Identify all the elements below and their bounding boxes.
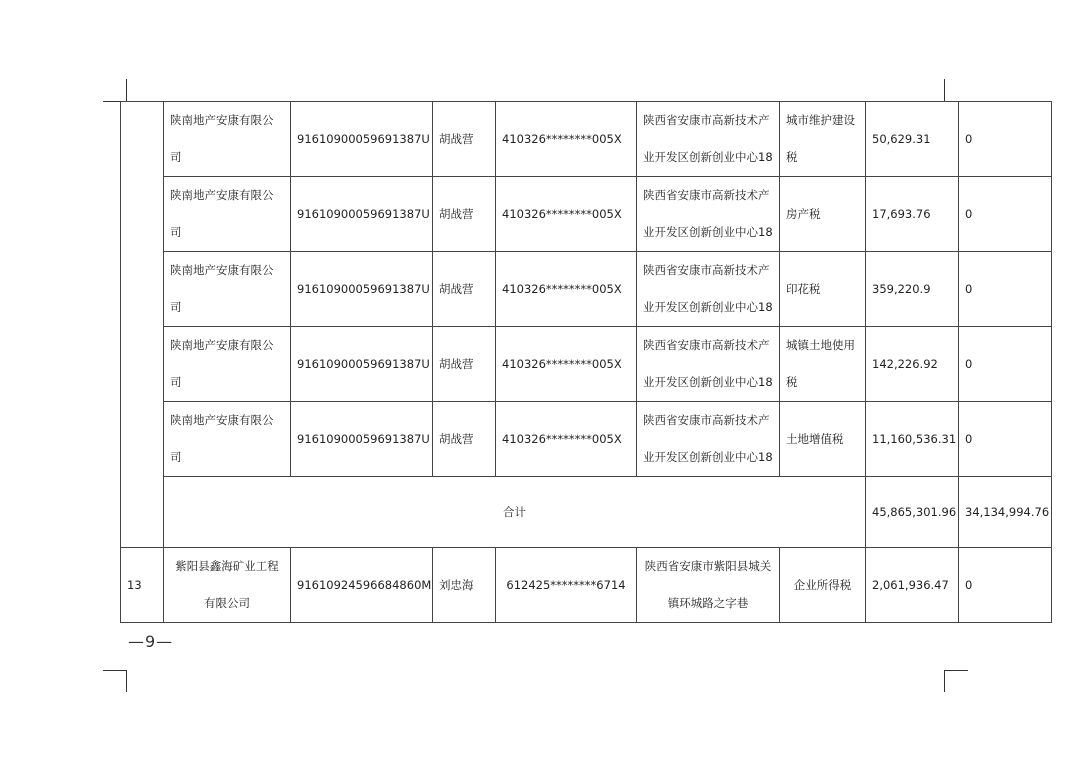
legal-person-cell: 胡战营 (433, 177, 496, 252)
new-owed-cell: 0 (959, 548, 1052, 623)
company-cell: 陕南地产安康有限公司 (164, 177, 291, 252)
tax-type-cell: 城市维护建设税 (780, 102, 866, 177)
id-number-cell: 410326********005X (496, 177, 637, 252)
tax-arrears-table (120, 101, 1052, 623)
crop-mark-bottom-left-h (103, 670, 127, 671)
owed-amount-cell: 50,629.31 (866, 102, 959, 177)
table-row (121, 327, 1052, 402)
legal-person-cell: 刘忠海 (433, 548, 496, 623)
table-row (121, 402, 1052, 477)
address-cell: 陕西省安康市高新技术产业开发区创新创业中心18 (637, 402, 780, 477)
tax-type-cell: 印花税 (780, 252, 866, 327)
credit-code-cell: 91610900059691387U (291, 102, 433, 177)
crop-mark-bottom-left-v (126, 670, 127, 692)
owed-amount-cell: 11,160,536.31 (866, 402, 959, 477)
legal-person-cell: 胡战营 (433, 252, 496, 327)
total-row (121, 477, 1052, 548)
tax-type-cell: 城镇土地使用税 (780, 327, 866, 402)
credit-code-cell: 91610924596684860M (291, 548, 433, 623)
id-number-cell: 410326********005X (496, 252, 637, 327)
new-owed-cell: 0 (959, 327, 1052, 402)
table-row (121, 252, 1052, 327)
crop-mark-bottom-right-h (944, 670, 968, 671)
credit-code-cell: 91610900059691387U (291, 252, 433, 327)
new-owed-cell: 0 (959, 252, 1052, 327)
credit-code-cell: 91610900059691387U (291, 327, 433, 402)
total-label: 合计 (164, 477, 866, 548)
address-cell: 陕西省安康市紫阳县城关镇环城路之字巷 (637, 548, 780, 623)
credit-code-cell: 91610900059691387U (291, 402, 433, 477)
legal-person-cell: 胡战营 (433, 102, 496, 177)
legal-person-cell: 胡战营 (433, 327, 496, 402)
tax-type-cell: 房产税 (780, 177, 866, 252)
owed-amount-cell: 142,226.92 (866, 327, 959, 402)
new-owed-cell: 0 (959, 102, 1052, 177)
company-cell: 陕南地产安康有限公司 (164, 252, 291, 327)
crop-mark-top-right-v (944, 79, 945, 101)
company-cell: 陕南地产安康有限公司 (164, 402, 291, 477)
address-cell: 陕西省安康市高新技术产业开发区创新创业中心18 (637, 252, 780, 327)
total-owed-cell: 45,865,301.96 (866, 477, 959, 548)
total-new-owed-cell: 34,134,994.76 (959, 477, 1052, 548)
legal-person-cell: 胡战营 (433, 402, 496, 477)
id-number-cell: 410326********005X (496, 327, 637, 402)
page-number: —9— (128, 632, 174, 651)
tax-type-cell: 土地增值税 (780, 402, 866, 477)
table-row (121, 548, 1052, 623)
credit-code-cell: 91610900059691387U (291, 177, 433, 252)
address-cell: 陕西省安康市高新技术产业开发区创新创业中心18 (637, 102, 780, 177)
address-cell: 陕西省安康市高新技术产业开发区创新创业中心18 (637, 177, 780, 252)
owed-amount-cell: 2,061,936.47 (866, 548, 959, 623)
table-row (121, 177, 1052, 252)
row-number-cell: 13 (121, 548, 164, 623)
tax-type-cell: 企业所得税 (780, 548, 866, 623)
company-cell: 陕南地产安康有限公司 (164, 327, 291, 402)
new-owed-cell: 0 (959, 402, 1052, 477)
owed-amount-cell: 17,693.76 (866, 177, 959, 252)
crop-mark-bottom-right-v (944, 670, 945, 692)
address-cell: 陕西省安康市高新技术产业开发区创新创业中心18 (637, 327, 780, 402)
table-row (121, 102, 1052, 177)
id-number-cell: 410326********005X (496, 102, 637, 177)
row-number-cell (121, 102, 164, 548)
company-cell: 陕南地产安康有限公司 (164, 102, 291, 177)
company-cell: 紫阳县鑫海矿业工程有限公司 (164, 548, 291, 623)
crop-mark-top-left-v (126, 79, 127, 101)
owed-amount-cell: 359,220.9 (866, 252, 959, 327)
new-owed-cell: 0 (959, 177, 1052, 252)
id-number-cell: 612425********6714 (496, 548, 637, 623)
id-number-cell: 410326********005X (496, 402, 637, 477)
